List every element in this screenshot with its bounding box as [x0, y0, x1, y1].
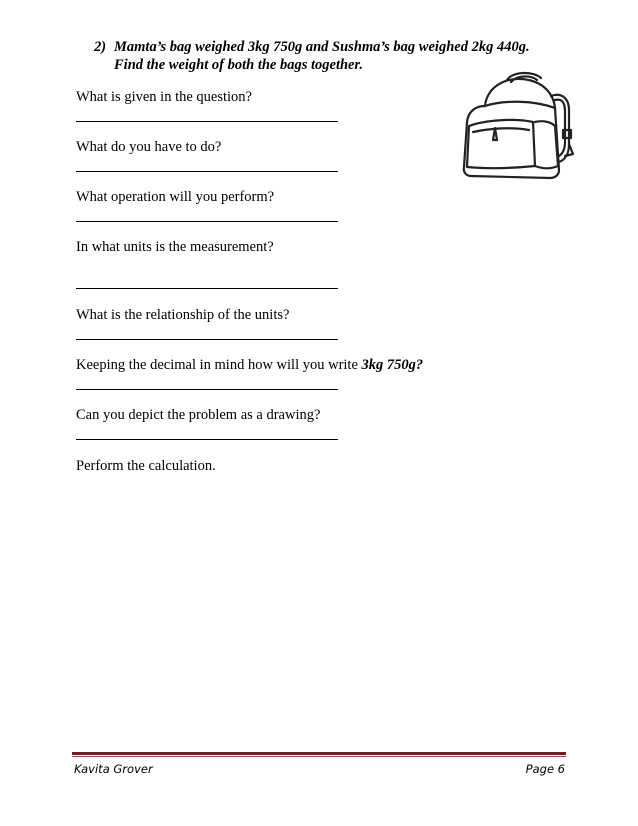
question-decimal-text: Keeping the decimal in mind how will you write [76, 357, 362, 373]
problem-line-2: Find the weight of both the bags together. [114, 57, 363, 73]
problem-number: 2) [94, 39, 107, 55]
answer-line-drawing[interactable] [76, 439, 338, 440]
answer-line-given[interactable] [76, 121, 338, 122]
backpack-icon [455, 68, 580, 183]
question-relationship: What is the relationship of the units? [76, 307, 290, 323]
answer-line-task[interactable] [76, 171, 338, 172]
question-task: What do you have to do? [76, 139, 222, 155]
footer-author: Kavita Grover [74, 762, 153, 776]
footer-divider [72, 752, 566, 755]
footer-divider-thin [72, 756, 566, 757]
question-decimal-emphasis: 3kg 750g? [361, 357, 424, 373]
question-given: What is given in the question? [76, 89, 252, 105]
footer-page-number: Page 6 [525, 762, 565, 776]
problem-text-1: Mamta’s bag weighed 3kg 750g and Sushma’s bag weighed 2kg 440g. [114, 39, 530, 55]
question-drawing: Can you depict the problem as a drawing? [76, 407, 321, 423]
answer-line-operation[interactable] [76, 221, 338, 222]
answer-line-units[interactable] [76, 288, 338, 289]
question-decimal [76, 356, 423, 374]
answer-line-relationship[interactable] [76, 339, 338, 340]
answer-line-decimal[interactable] [76, 389, 338, 390]
question-calculation: Perform the calculation. [76, 458, 216, 474]
question-units: In what units is the measurement? [76, 239, 274, 255]
problem-line-1 [94, 38, 574, 56]
question-operation: What operation will you perform? [76, 189, 275, 205]
